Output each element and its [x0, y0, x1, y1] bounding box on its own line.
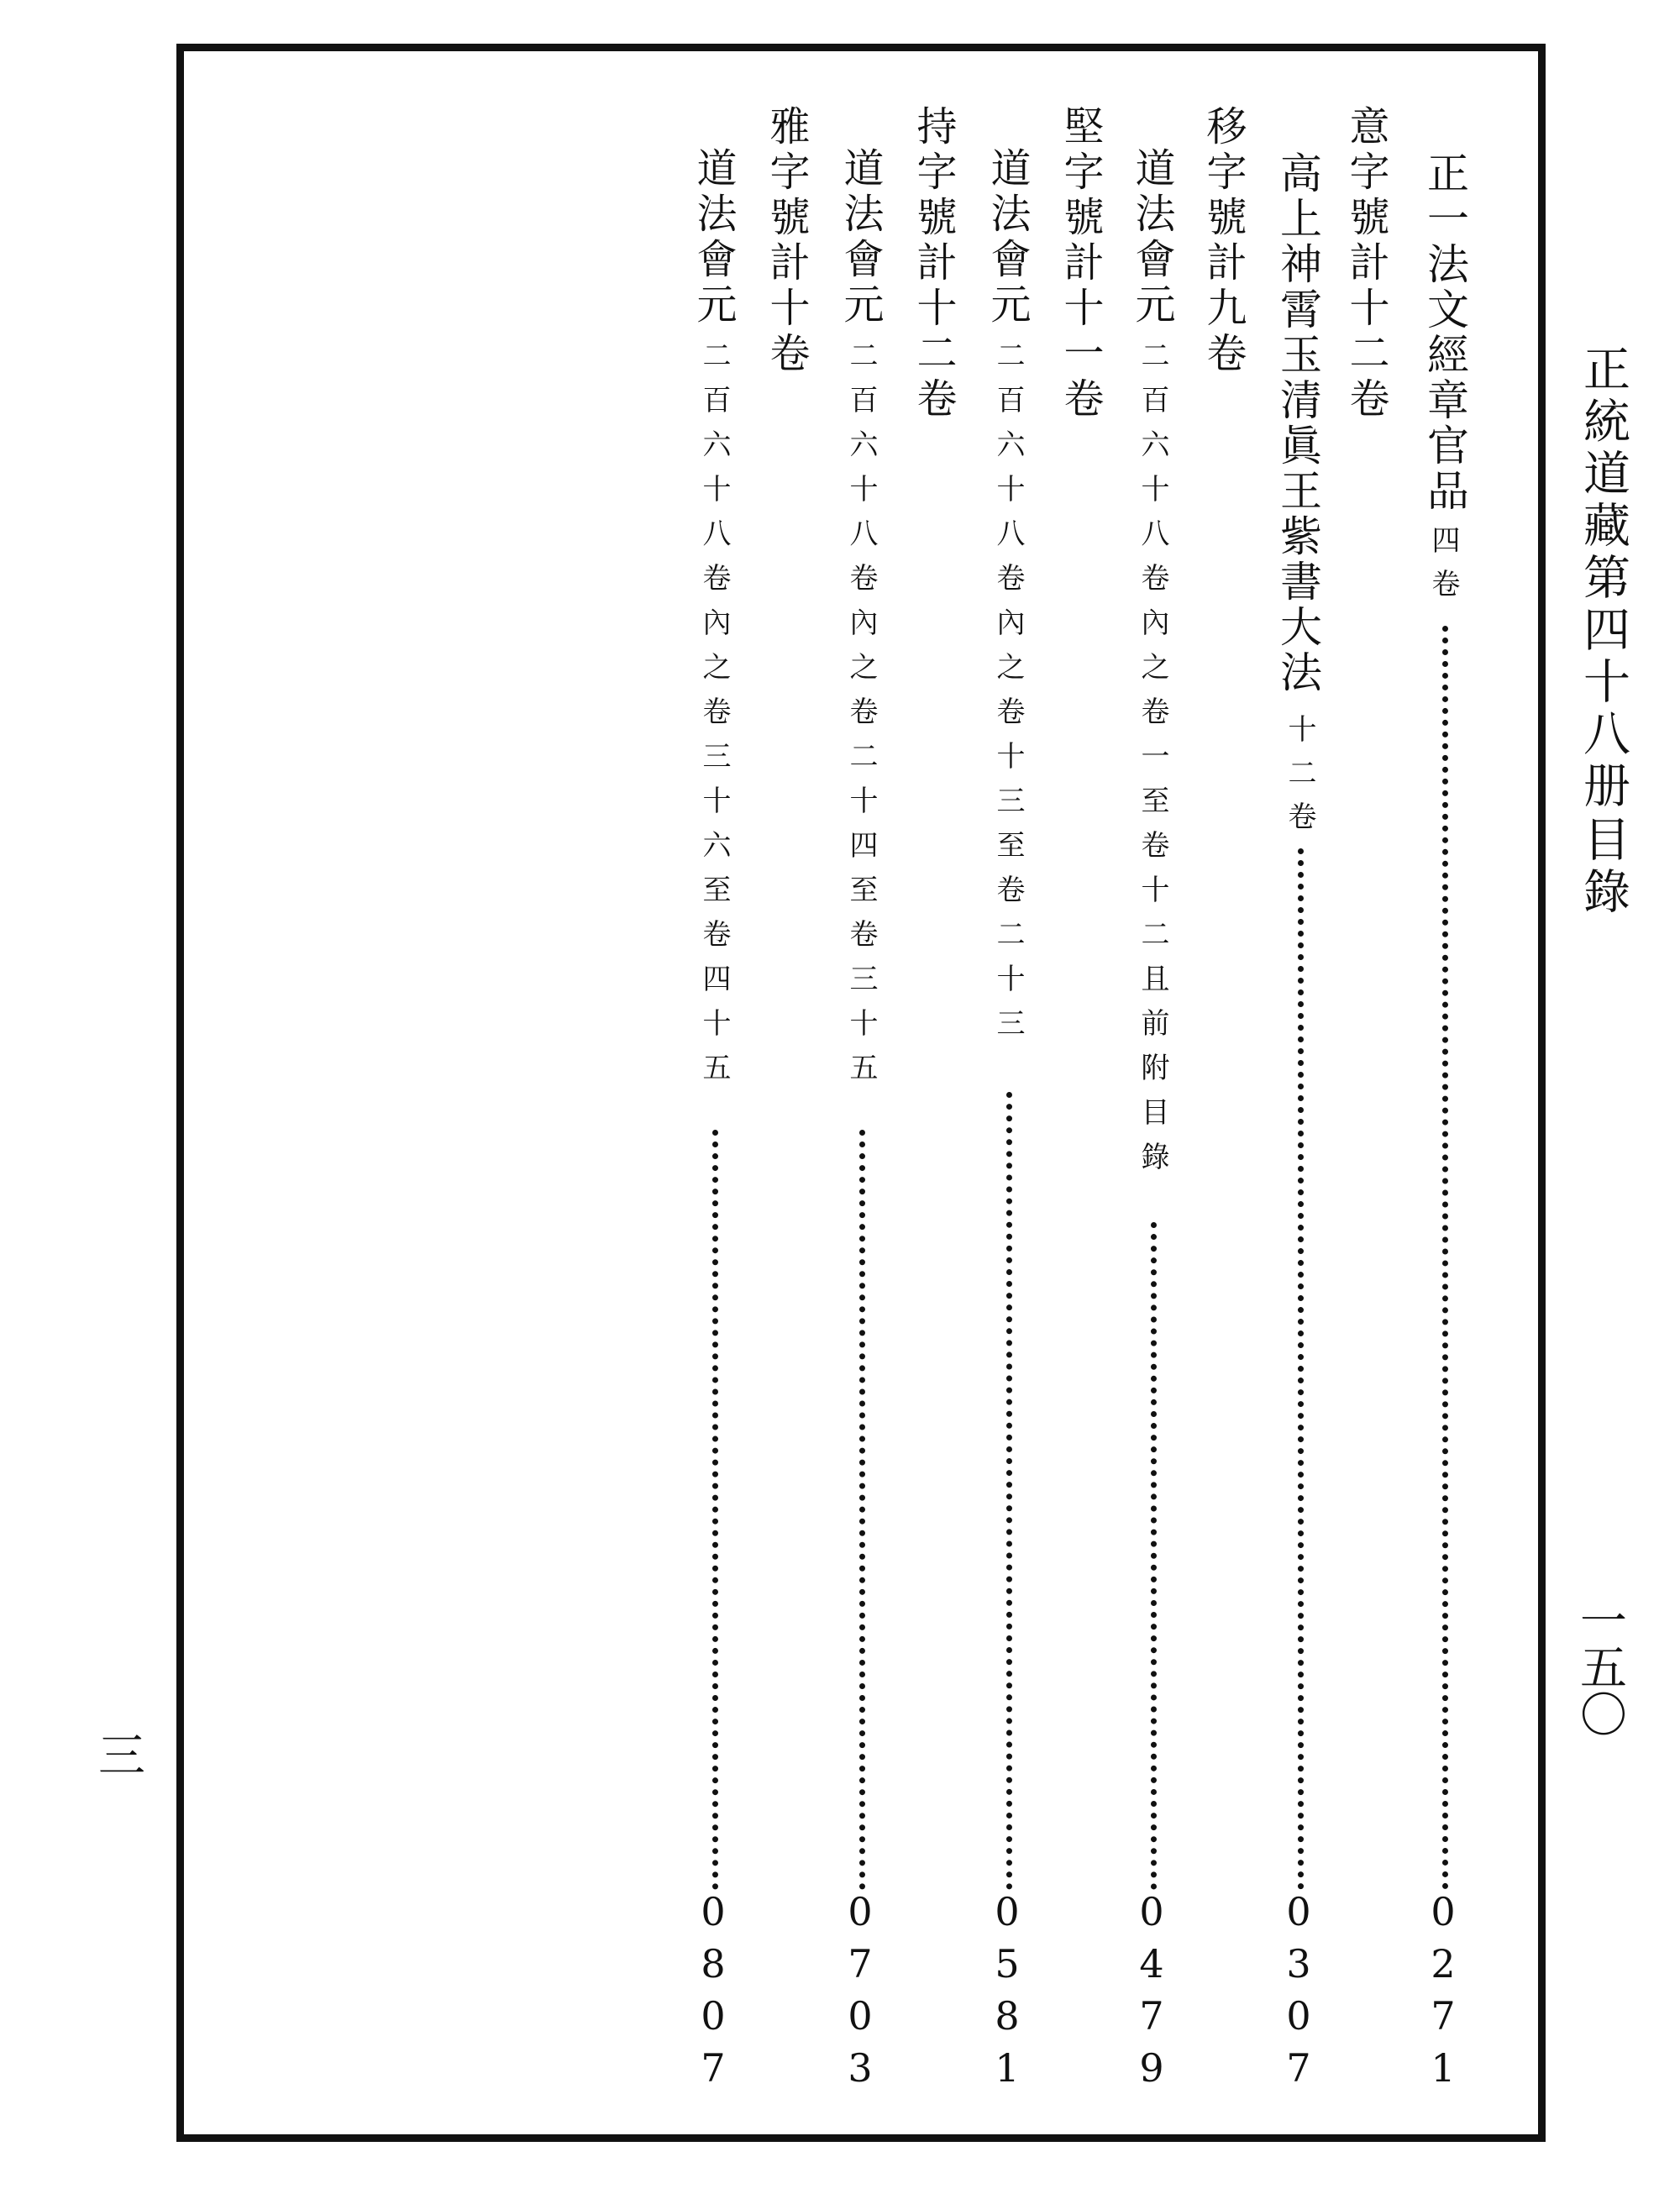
toc-group-heading: 移字號計九卷 — [1200, 105, 1247, 377]
entry-note: 十二卷 — [1283, 714, 1316, 845]
page-digit: 0 — [701, 1889, 726, 1934]
page-number-right: 一五〇 — [1572, 1596, 1627, 1737]
page-digit: 8 — [701, 1941, 726, 1986]
toc-group-heading: 意字號計十二卷 — [1342, 105, 1389, 422]
page-digit: 0 — [995, 1889, 1020, 1934]
toc-group-heading: 雅字號計十卷 — [763, 105, 810, 377]
leader-dots — [1151, 1222, 1157, 1890]
page-digit: 0 — [701, 1993, 726, 2039]
leader-dots — [1298, 848, 1304, 1890]
page-digit: 7 — [1139, 1993, 1164, 2039]
entry-note: 二百六十八卷內之卷二十四至卷三十五 — [844, 340, 878, 1097]
entry-title: 道法會元 — [690, 147, 737, 328]
page-digit: 0 — [1286, 1889, 1311, 1934]
page-digit: 1 — [1431, 2045, 1456, 2091]
page-digit: 7 — [848, 1941, 873, 1986]
page-digit: 0 — [1286, 1993, 1311, 2039]
entry-page — [1126, 1886, 1177, 2094]
entry-title: 道法會元 — [1128, 147, 1175, 328]
page-digit: 0 — [1139, 1889, 1164, 1934]
entry-page — [1418, 1886, 1468, 2094]
page-digit: 4 — [1139, 1941, 1164, 1986]
page-digit: 7 — [1431, 1993, 1456, 2039]
page-digit: 0 — [848, 1993, 873, 2039]
leader-dots — [1006, 1092, 1012, 1890]
entry-note: 二百六十八卷內之卷三十六至卷四十五 — [697, 340, 731, 1097]
entry-page — [835, 1886, 885, 2094]
entry-title: 高上神霄玉清眞王紫書大法 — [1273, 151, 1322, 695]
entry-title: 道法會元 — [837, 147, 884, 328]
page-digit: 3 — [1286, 1941, 1311, 1986]
page-digit: 0 — [1431, 1889, 1456, 1934]
section-title: 目錄 — [1576, 815, 1630, 919]
volume-title: 正統道藏第四十八册 — [1576, 344, 1630, 813]
leader-dots — [859, 1130, 865, 1890]
page-digit: 7 — [701, 2045, 726, 2091]
page-digit: 3 — [848, 2045, 873, 2091]
page-digit: 8 — [995, 1993, 1020, 2039]
entry-title: 正一法文經章官品 — [1420, 151, 1469, 514]
leader-dots — [712, 1130, 718, 1890]
page-number-left: 三 — [91, 1730, 145, 1777]
entry-page — [1273, 1886, 1324, 2094]
page-digit: 5 — [995, 1941, 1020, 1986]
page-digit: 7 — [1286, 2045, 1311, 2091]
page-digit: 2 — [1431, 1941, 1456, 1986]
entry-title: 道法會元 — [984, 147, 1031, 328]
toc-group-heading: 持字號計十二卷 — [910, 105, 957, 422]
toc-group-heading: 堅字號計十一卷 — [1057, 105, 1104, 422]
entry-note: 二百六十八卷內之卷十三至卷二十三 — [991, 340, 1025, 1052]
page-digit: 0 — [848, 1889, 873, 1934]
entry-page — [982, 1886, 1032, 2094]
page-digit: 9 — [1139, 2045, 1164, 2091]
entry-note: 二百六十八卷內之卷一至卷十二且前附目錄 — [1136, 340, 1169, 1186]
entry-page — [688, 1886, 738, 2094]
page-digit: 1 — [995, 2045, 1020, 2091]
entry-note: 四卷 — [1426, 525, 1460, 612]
leader-dots — [1442, 626, 1448, 1890]
